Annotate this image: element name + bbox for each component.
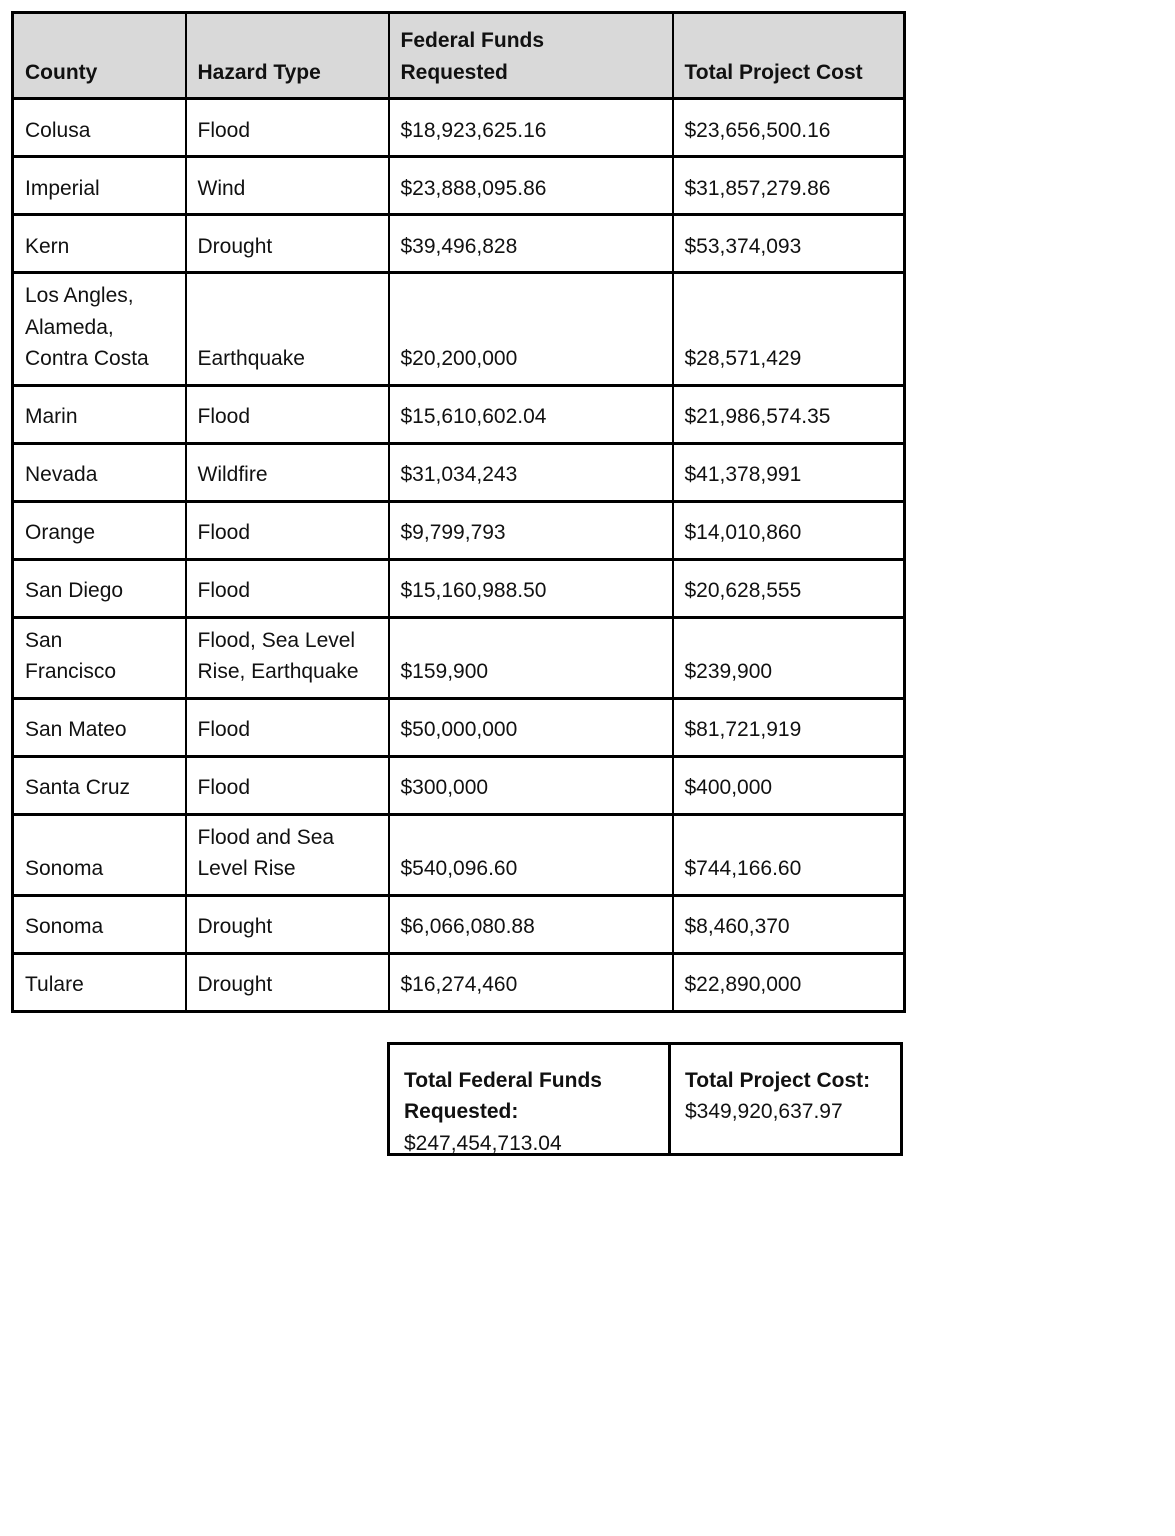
county-cell: San Francisco (13, 617, 186, 698)
county-cell: Orange (13, 501, 186, 559)
county-cell: Kern (13, 215, 186, 273)
total-cost-cell: $400,000 (673, 756, 905, 814)
hazard-cell: Drought (186, 953, 389, 1011)
federal-funds-cell: $23,888,095.86 (389, 157, 673, 215)
total-cost-cell: $20,628,555 (673, 559, 905, 617)
hazard-cell: Flood (186, 698, 389, 756)
total-cost-cell: $28,571,429 (673, 273, 905, 386)
federal-funds-cell: $15,610,602.04 (389, 385, 673, 443)
total-cost-cell: $81,721,919 (673, 698, 905, 756)
table-row (13, 814, 905, 895)
table-row (13, 501, 905, 559)
table-row (13, 559, 905, 617)
hazard-cell: Wildfire (186, 443, 389, 501)
table-row (13, 617, 905, 698)
county-cell: Marin (13, 385, 186, 443)
total-cost-cell: $53,374,093 (673, 215, 905, 273)
table-row (13, 443, 905, 501)
col-header-federal-funds: Federal Funds Requested (389, 13, 673, 99)
federal-funds-cell: $15,160,988.50 (389, 559, 673, 617)
totals-box (387, 1042, 903, 1156)
county-cell: Santa Cruz (13, 756, 186, 814)
county-cell: San Diego (13, 559, 186, 617)
table-row (13, 273, 905, 386)
federal-funds-cell: $20,200,000 (389, 273, 673, 386)
county-cell: San Mateo (13, 698, 186, 756)
hazard-cell: Flood (186, 756, 389, 814)
total-project-cost-label: Total Project Cost: (685, 1068, 871, 1092)
hazard-cell: Flood (186, 559, 389, 617)
hazard-funding-table (11, 11, 906, 1013)
table-row (13, 756, 905, 814)
federal-funds-cell: $31,034,243 (389, 443, 673, 501)
total-cost-cell: $31,857,279.86 (673, 157, 905, 215)
table-row (13, 698, 905, 756)
total-cost-cell: $744,166.60 (673, 814, 905, 895)
county-cell: Sonoma (13, 895, 186, 953)
total-cost-cell: $41,378,991 (673, 443, 905, 501)
col-header-county: County (13, 13, 186, 99)
county-cell: Nevada (13, 443, 186, 501)
table-row (13, 157, 905, 215)
total-cost-cell: $21,986,574.35 (673, 385, 905, 443)
federal-funds-cell: $300,000 (389, 756, 673, 814)
federal-funds-cell: $50,000,000 (389, 698, 673, 756)
county-cell: Imperial (13, 157, 186, 215)
hazard-cell: Wind (186, 157, 389, 215)
federal-funds-cell: $6,066,080.88 (389, 895, 673, 953)
total-federal-funds-value: $247,454,713.04 (404, 1132, 562, 1156)
total-federal-funds-cell (390, 1045, 671, 1156)
hazard-cell: Flood (186, 501, 389, 559)
table-row (13, 895, 905, 953)
county-cell: Colusa (13, 99, 186, 157)
hazard-cell: Flood, Sea Level Rise, Earthquake (186, 617, 389, 698)
federal-funds-cell: $9,799,793 (389, 501, 673, 559)
federal-funds-cell: $159,900 (389, 617, 673, 698)
county-cell: Los Angles, Alameda, Contra Costa (13, 273, 186, 386)
total-cost-cell: $23,656,500.16 (673, 99, 905, 157)
federal-funds-cell: $18,923,625.16 (389, 99, 673, 157)
table-row (13, 99, 905, 157)
total-project-cost-cell (671, 1045, 900, 1153)
hazard-cell: Earthquake (186, 273, 389, 386)
federal-funds-cell: $540,096.60 (389, 814, 673, 895)
total-project-cost-value: $349,920,637.97 (685, 1100, 843, 1124)
total-cost-cell: $14,010,860 (673, 501, 905, 559)
county-cell: Sonoma (13, 814, 186, 895)
table-row (13, 385, 905, 443)
county-cell: Tulare (13, 953, 186, 1011)
header-row (13, 13, 905, 99)
hazard-cell: Flood (186, 99, 389, 157)
federal-funds-cell: $16,274,460 (389, 953, 673, 1011)
total-cost-cell: $8,460,370 (673, 895, 905, 953)
table-row (13, 953, 905, 1011)
hazard-cell: Drought (186, 895, 389, 953)
hazard-cell: Flood (186, 385, 389, 443)
col-header-hazard-type: Hazard Type (186, 13, 389, 99)
total-cost-cell: $22,890,000 (673, 953, 905, 1011)
federal-funds-cell: $39,496,828 (389, 215, 673, 273)
total-cost-cell: $239,900 (673, 617, 905, 698)
col-header-total-cost: Total Project Cost (673, 13, 905, 99)
table-row (13, 215, 905, 273)
hazard-cell: Drought (186, 215, 389, 273)
total-federal-funds-label: Total Federal Funds Requested: (404, 1068, 602, 1124)
hazard-cell: Flood and Sea Level Rise (186, 814, 389, 895)
